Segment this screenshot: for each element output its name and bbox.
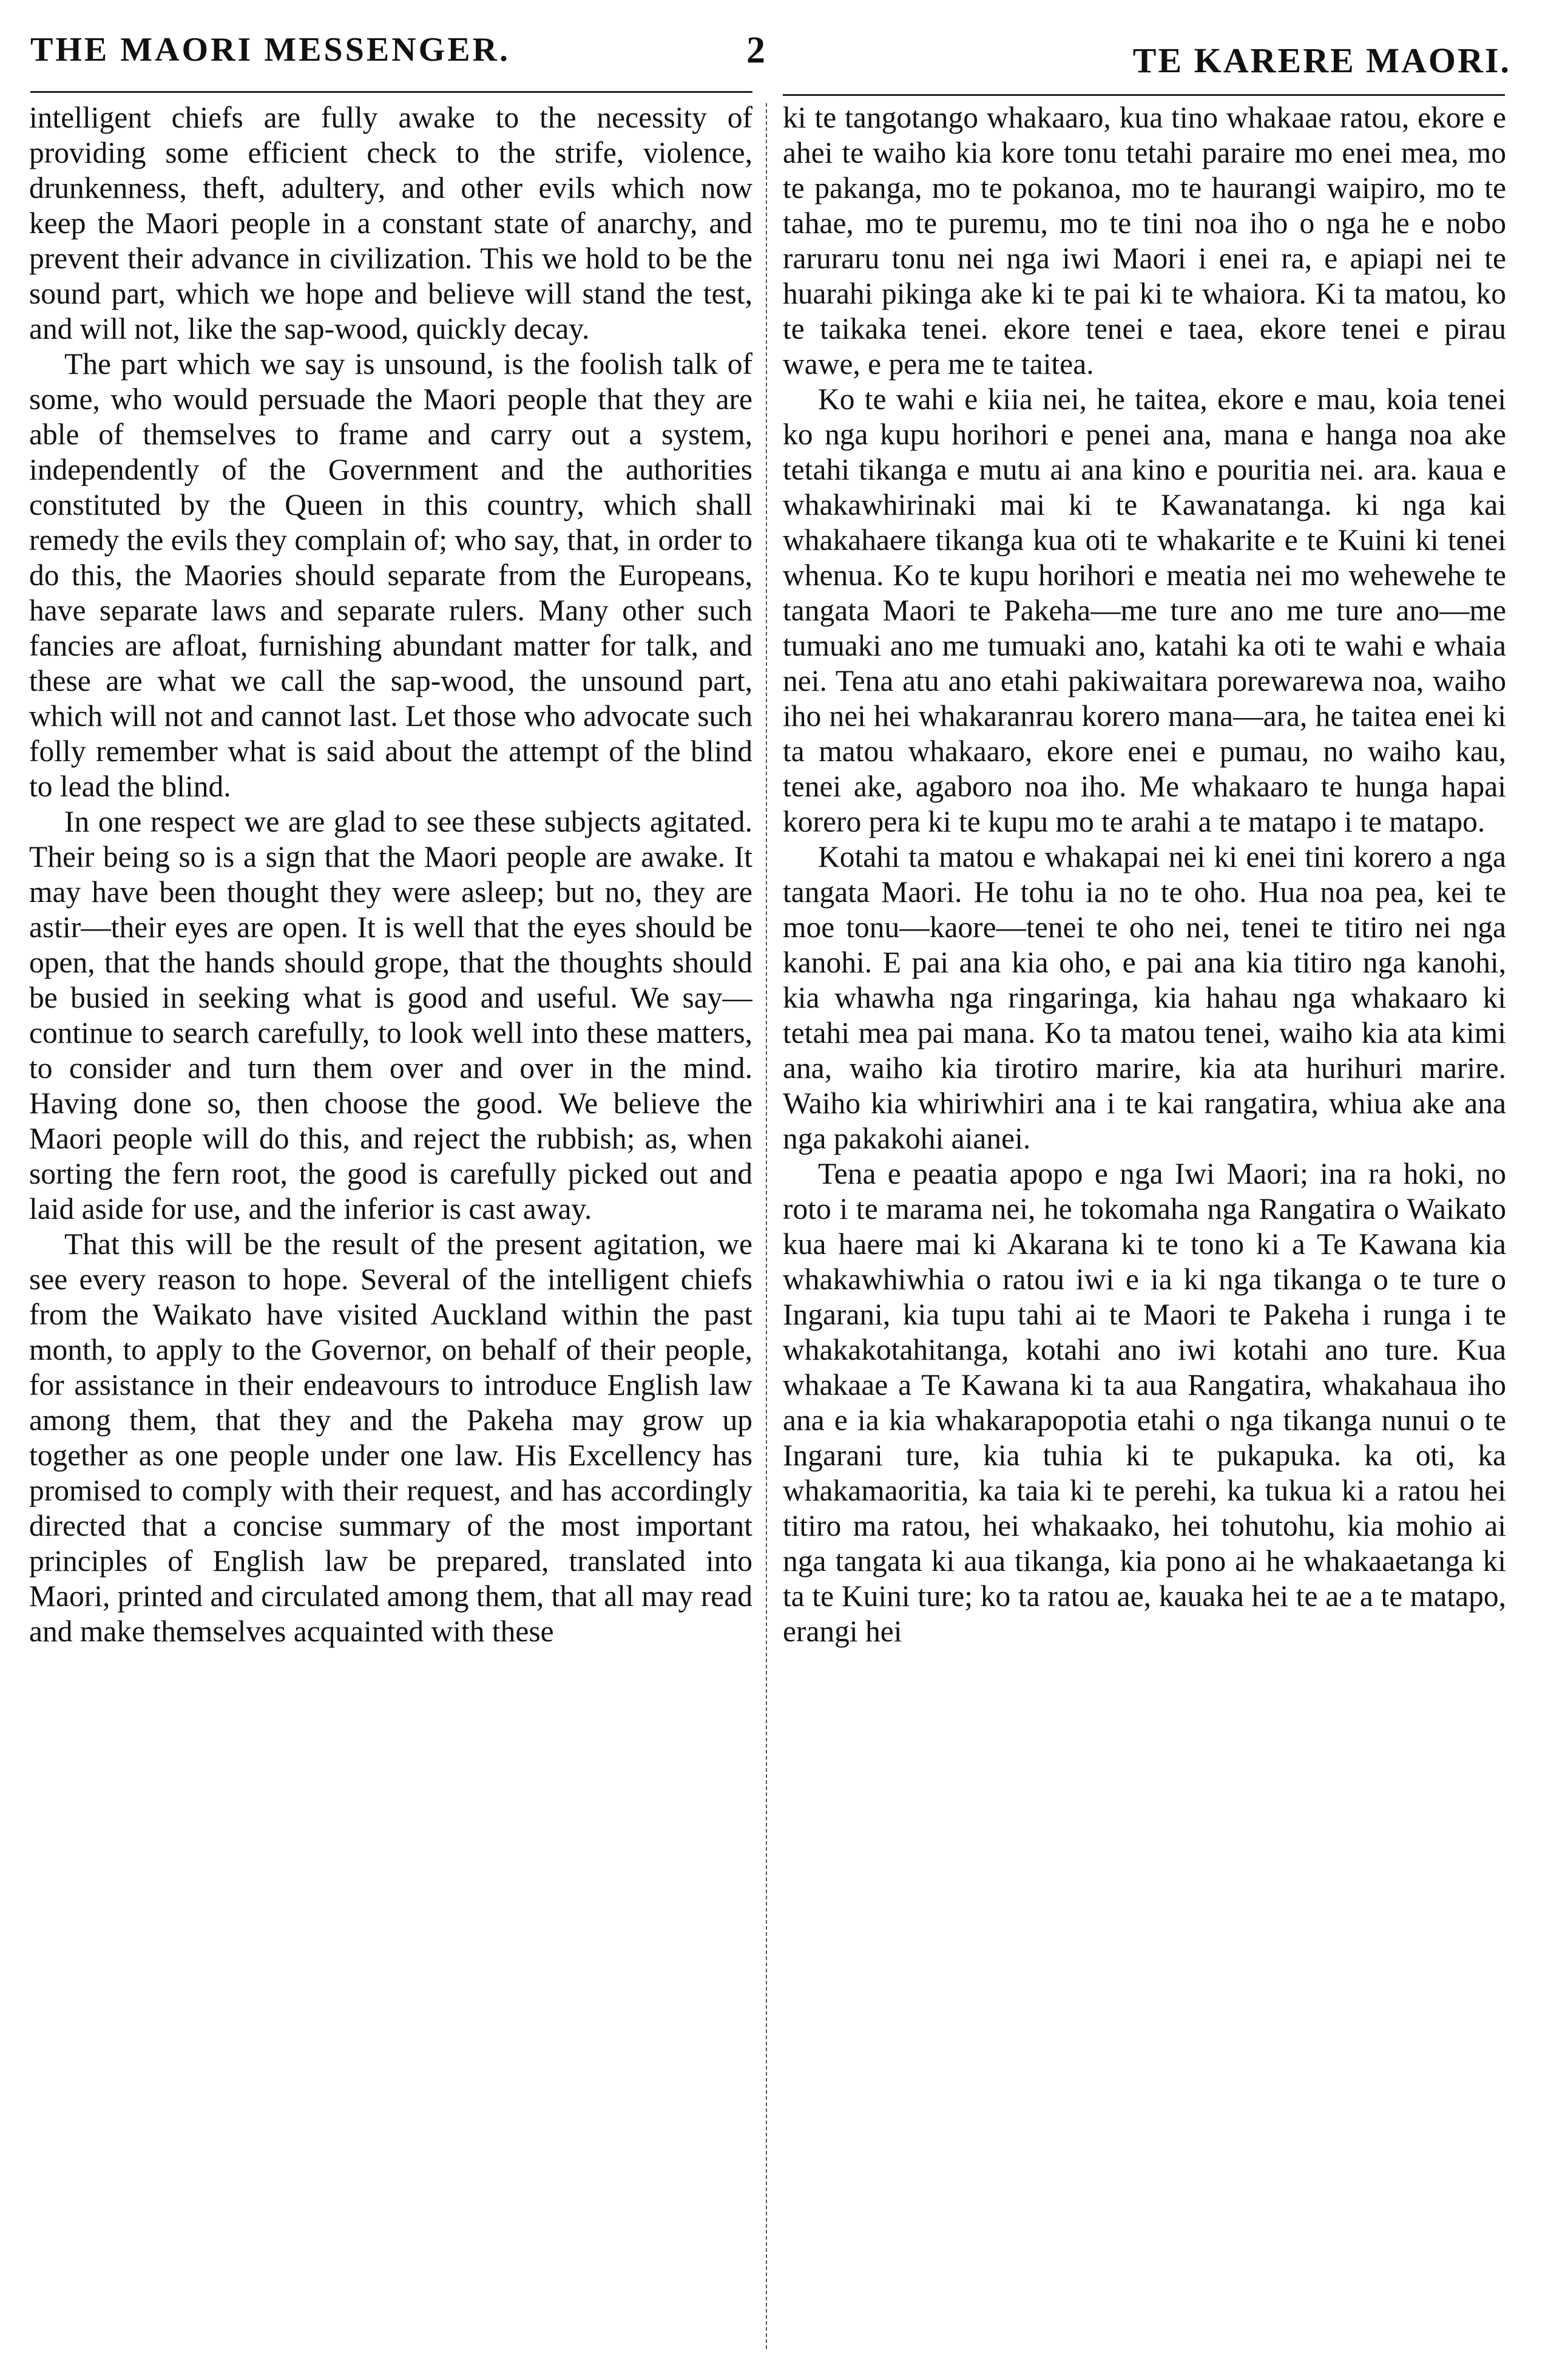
maori-masthead: TE KARERE MAORI. — [1132, 41, 1511, 80]
header-rule-left — [30, 91, 752, 93]
english-paragraph-4: That this will be the result of the present agitation, we see every reason to hope. Several of the intelligent chiefs from the Waikato have visited Auckland within the past month, to apply to the Governor, on behalf of their people, for assistance in their endeavours to introduce English law among them, that they and the Pakeha may grow up together as one people under one law. His Excellency has promised to comply with their request, and has accordingly directed that a concise summary of the most important principles of English law be prepared, translated into Maori, printed and circulated among them, that all may read and make themselves acquainted with these — [29, 1227, 752, 1648]
maori-paragraph-3: Kotahi ta matou e whakapai nei ki enei tini korero a nga tangata Maori. He tohu ia no te oho. Hua noa pea, kei te moe tonu—kaore—tenei te oho nei, tenei te titiro nei nga kanohi. E pai ana kia oho, e pai ana kia titiro nga kanohi, kia whawha nga ringaringa, kia hahau nga whakaaro ki tetahi mea pai mana. Ko ta matou tenei, waiho kia ata kimi ana, waiho kia tirotiro marire, kia ata hurihuri marire. Waiho kia whiriwhiri ana i te kai rangatira, whiua ake ana nga pakakohi aianei. — [783, 840, 1506, 1155]
maori-column — [783, 100, 1506, 2358]
english-paragraph-3: In one respect we are glad to see these subjects agitated. Their being so is a sign that the Maori people are awake. It may have been thought they were asleep; but no, they are astir—their eyes are open. It is well that the eyes should be open, that the hands should grope, that the thoughts should be busied in seeking what is good and useful. We say—continue to search carefully, to look well into these matters, to consider and turn them over and over in the mind. Having done so, then choose the good. We believe the Maori people will do this, and reject the rubbish; as, when sorting the fern root, the good is carefully picked out and laid aside for use, and the inferior is cast away. — [29, 805, 752, 1226]
english-paragraph-1: intelligent chiefs are fully awake to the necessity of providing some efficient check to the strife, violence, drunkenness, theft, adultery, and other evils which now keep the Maori people in a constant state of anarchy, and prevent their advance in civilization. This we hold to be the sound part, which we hope and believe will stand the test, and will not, like the sap-wood, quickly decay. — [29, 101, 752, 345]
maori-paragraph-2: Ko te wahi e kiia nei, he taitea, ekore e mau, koia tenei ko nga kupu horihori e penei ana, mana e hanga noa ake tetahi tikanga e mutu ai ana kino e pouritia nei. ara. kaua e whakawhirinaki mai ki te Kawanatanga. ki nga kai whakahaere tikanga kua oti te whakarite e te Kuini ki tenei whenua. Ko te kupu horihori e meatia nei mo wehewehe te tangata Maori te Pakeha—me ture ano me ture ano—me tumuaki ano me tumuaki ano, katahi ka oti te wahi e whaia nei. Tena atu ano etahi pakiwaitara porewarewa noa, waiho iho nei hei whakaranrau korero mana—ara, he taitea enei ki ta matou whakaaro, ekore enei e pumau, no waiho kau, tenei ake, agaboro noa iho. Me whakaaro te hunga hapai korero pera ki te kupu mo te arahi a te matapo i te matapo. — [783, 382, 1506, 838]
column-divider — [766, 103, 767, 2349]
header-rule-right — [783, 94, 1505, 96]
page-number: 2 — [746, 30, 765, 71]
english-masthead: THE MAORI MESSENGER. — [30, 31, 510, 69]
maori-paragraph-4: Tena e peaatia apopo e nga Iwi Maori; ina ra hoki, no roto i te marama nei, he tokomaha nga Rangatira o Waikato kua haere mai ki Akarana ki te tono ki a Te Kawana kia whakawhiwhia o ratou iwi e ia ki nga tikanga o te ture o Ingarani, kia tupu tahi ai te Maori te Pakeha i runga i te whakakotahitanga, kotahi ano iwi kotahi ano ture. Kua whakaae a Te Kawana ki ta aua Rangatira, whakahaua iho ana e ia kia whakarapopotia etahi o nga tikanga nunui o te Ingarani ture, kia tuhia ki te pukapuka. ka oti, ka whakamaoritia, ka taia ki te perehi, ka tukua ki a ratou hei titiro ma ratou, hei whakaako, hei tohutohu, kia mohio ai nga tangata ki aua tikanga, kia pono ai he whakaaetanga ki ta te Kuini ture; ko ta ratou ae, kauaka hei te ae a te matapo, erangi hei — [783, 1157, 1506, 1648]
english-paragraph-2: The part which we say is unsound, is the foolish talk of some, who would persuade the Maori people that they are able of themselves to frame and carry out a system, independently of the Government and the authorities constituted by the Queen in this country, which shall remedy the evils they complain of; who say, that, in order to do this, the Maories should separate from the Europeans, have separate laws and separate rulers. Many other such fancies are afloat, furnishing abundant matter for talk, and these are what we call the sap-wood, the unsound part, which will not and cannot last. Let those who advocate such folly remember what is said about the attempt of the blind to lead the blind. — [29, 347, 752, 803]
page-header — [30, 24, 1511, 91]
english-column — [29, 100, 752, 2358]
maori-paragraph-1: ki te tangotango whakaaro, kua tino whakaae ratou, ekore e ahei te waiho kia kore tonu tetahi paraire mo enei mea, mo te pakanga, mo te pokanoa, mo te haurangi waipiro, mo te tahae, mo te puremu, mo te tini noa iho o nga he e nobo raruraru tonu nei nga iwi Maori i enei ra, e apiapi nei te huarahi pikinga ake ki te pai ki te whaiora. Ki ta matou, ko te taikaka tenei. ekore tenei e taea, ekore tenei e pirau wawe, e pera me te taitea. — [783, 101, 1506, 381]
